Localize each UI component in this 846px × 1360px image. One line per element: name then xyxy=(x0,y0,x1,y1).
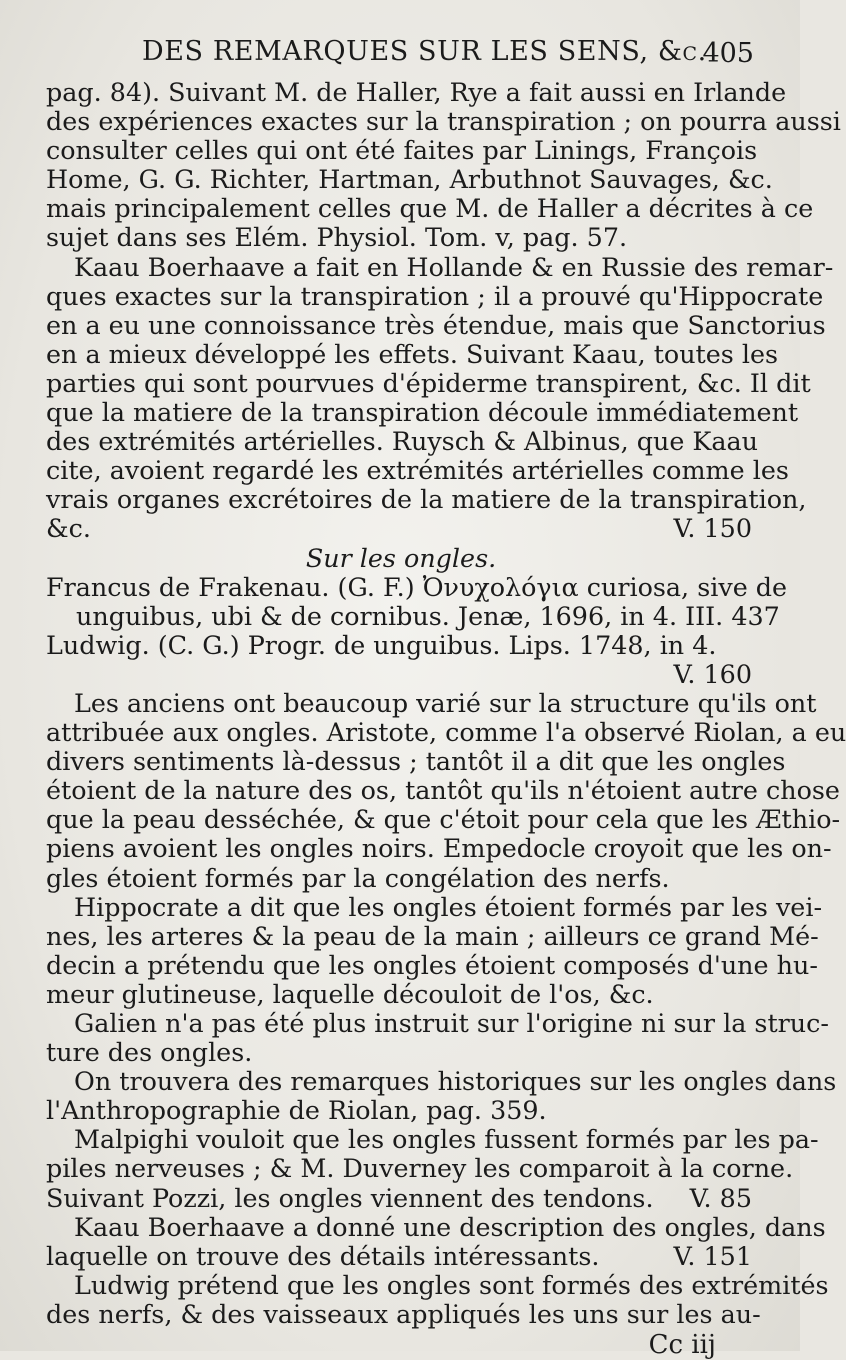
text-line: en a mieux développé les effets. Suivant Kaau, toutes les xyxy=(46,338,779,369)
text-line: divers sentiments là-dessus ; tantôt il a dit que les ongles xyxy=(46,746,786,777)
text-line: decin a prétendu que les ongles étoient composés d'une hu- xyxy=(46,949,818,980)
text-line xyxy=(46,1242,756,1271)
bibliography-entry: unguibus, ubi & de cornibus. Jenæ, 1696, in 4. III. 437 xyxy=(76,600,780,631)
text-line: pag. 84). Suivant M. de Haller, Rye a fait aussi en Irlande xyxy=(46,77,787,107)
text-line: Kaau Boerhaave a fait en Hollande & en Russie des remar- xyxy=(74,251,834,282)
text-line xyxy=(46,514,756,543)
text-line: attribuée aux ongles. Aristote, comme l'a observé Riolan, a eu xyxy=(46,717,846,748)
signature-mark: Cc iij xyxy=(648,1330,716,1360)
text-line: en a eu une connoissance très étendue, mais que Sanctorius xyxy=(46,309,826,340)
text-line: Home, G. G. Richter, Hartman, Arbuthnot Sauvages, &c. xyxy=(46,164,773,195)
text-line: des extrémités artérielles. Ruysch & Albinus, que Kaau xyxy=(46,426,759,457)
volume-reference: V. 160 xyxy=(673,658,752,689)
text-line: Kaau Boerhaave a donné une description des ongles, dans xyxy=(74,1211,826,1242)
page-number: 405 xyxy=(702,38,754,69)
volume-reference: V. 151 xyxy=(673,1240,752,1271)
text-line: des nerfs, & des vaisseaux appliqués les uns sur les au- xyxy=(46,1298,761,1329)
text-line: piles nerveuses ; & M. Duverney les comparoit à la corne. xyxy=(46,1153,794,1184)
text-line: nes, les arteres & la peau de la main ; ailleurs ce grand Mé- xyxy=(46,920,819,951)
text-line: cite, avoient regardé les extrémités artérielles comme les xyxy=(46,455,789,486)
text-line: que la matiere de la transpiration découle immédiatement xyxy=(46,397,799,428)
text-line: Malpighi vouloit que les ongles fussent formés par les pa- xyxy=(74,1124,819,1155)
text-line xyxy=(46,1184,756,1213)
text-line: parties qui sont pourvues d'épiderme transpirent, &c. Il dit xyxy=(46,367,811,398)
text-line: On trouvera des remarques historiques sur les ongles dans xyxy=(74,1066,837,1097)
section-title: Sur les ongles. xyxy=(305,542,497,573)
text-line: ques exactes sur la transpiration ; il a prouvé qu'Hippocrate xyxy=(46,280,824,311)
volume-reference: V. 150 xyxy=(673,513,752,544)
text-line: piens avoient les ongles noirs. Empedocle croyoit que les on- xyxy=(46,833,832,864)
text-line: vrais organes excrétoires de la matiere de la transpiration, xyxy=(46,484,807,515)
text-line: mais principalement celles que M. de Haller a décrites à ce xyxy=(46,193,814,224)
line-left-text: laquelle on trouve des détails intéressants. xyxy=(46,1240,600,1271)
line-left-text: Suivant Pozzi, les ongles viennent des tendons. xyxy=(46,1182,654,1213)
volume-reference: V. 85 xyxy=(689,1182,752,1213)
text-line: sujet dans ses Elém. Physiol. Tom. v, pag. 57. xyxy=(46,222,628,253)
text-line: consulter celles qui ont été faites par Linings, François xyxy=(46,135,758,166)
text-line: l'Anthropographie de Riolan, pag. 359. xyxy=(46,1095,547,1126)
page-header xyxy=(46,36,756,78)
text-line: des expériences exactes sur la transpiration ; on pourra aussi xyxy=(46,106,841,137)
page-body xyxy=(46,77,846,1360)
text-line: Hippocrate a dit que les ongles étoient formés par les vei- xyxy=(74,891,823,922)
text-line: Ludwig prétend que les ongles sont formés des extrémités xyxy=(74,1269,829,1300)
bibliography-entry: Francus de Frakenau. (G. F.) Ὀνυχολόγια curiosa, sive de xyxy=(46,571,788,602)
text-line: gles étoient formés par la congélation des nerfs. xyxy=(46,862,670,893)
text-line: meur glutineuse, laquelle découloit de l'os, &c. xyxy=(46,978,654,1009)
text-line: Les anciens ont beaucoup varié sur la structure qu'ils ont xyxy=(74,687,817,718)
text-line: étoient de la nature des os, tantôt qu'ils n'étoient autre chose xyxy=(46,775,840,806)
text-line: Galien n'a pas été plus instruit sur l'origine ni sur la struc- xyxy=(74,1008,829,1038)
line-left-text: &c. xyxy=(46,513,91,544)
bibliography-entry: Ludwig. (C. G.) Progr. de unguibus. Lips. 1748, in 4. xyxy=(46,629,717,660)
text-line: que la peau desséchée, & que c'étoit pour cela que les Æthio- xyxy=(46,804,841,835)
text-line: ture des ongles. xyxy=(46,1037,253,1068)
running-title: DES REMARQUES SUR LES SENS, &c. xyxy=(142,36,707,67)
